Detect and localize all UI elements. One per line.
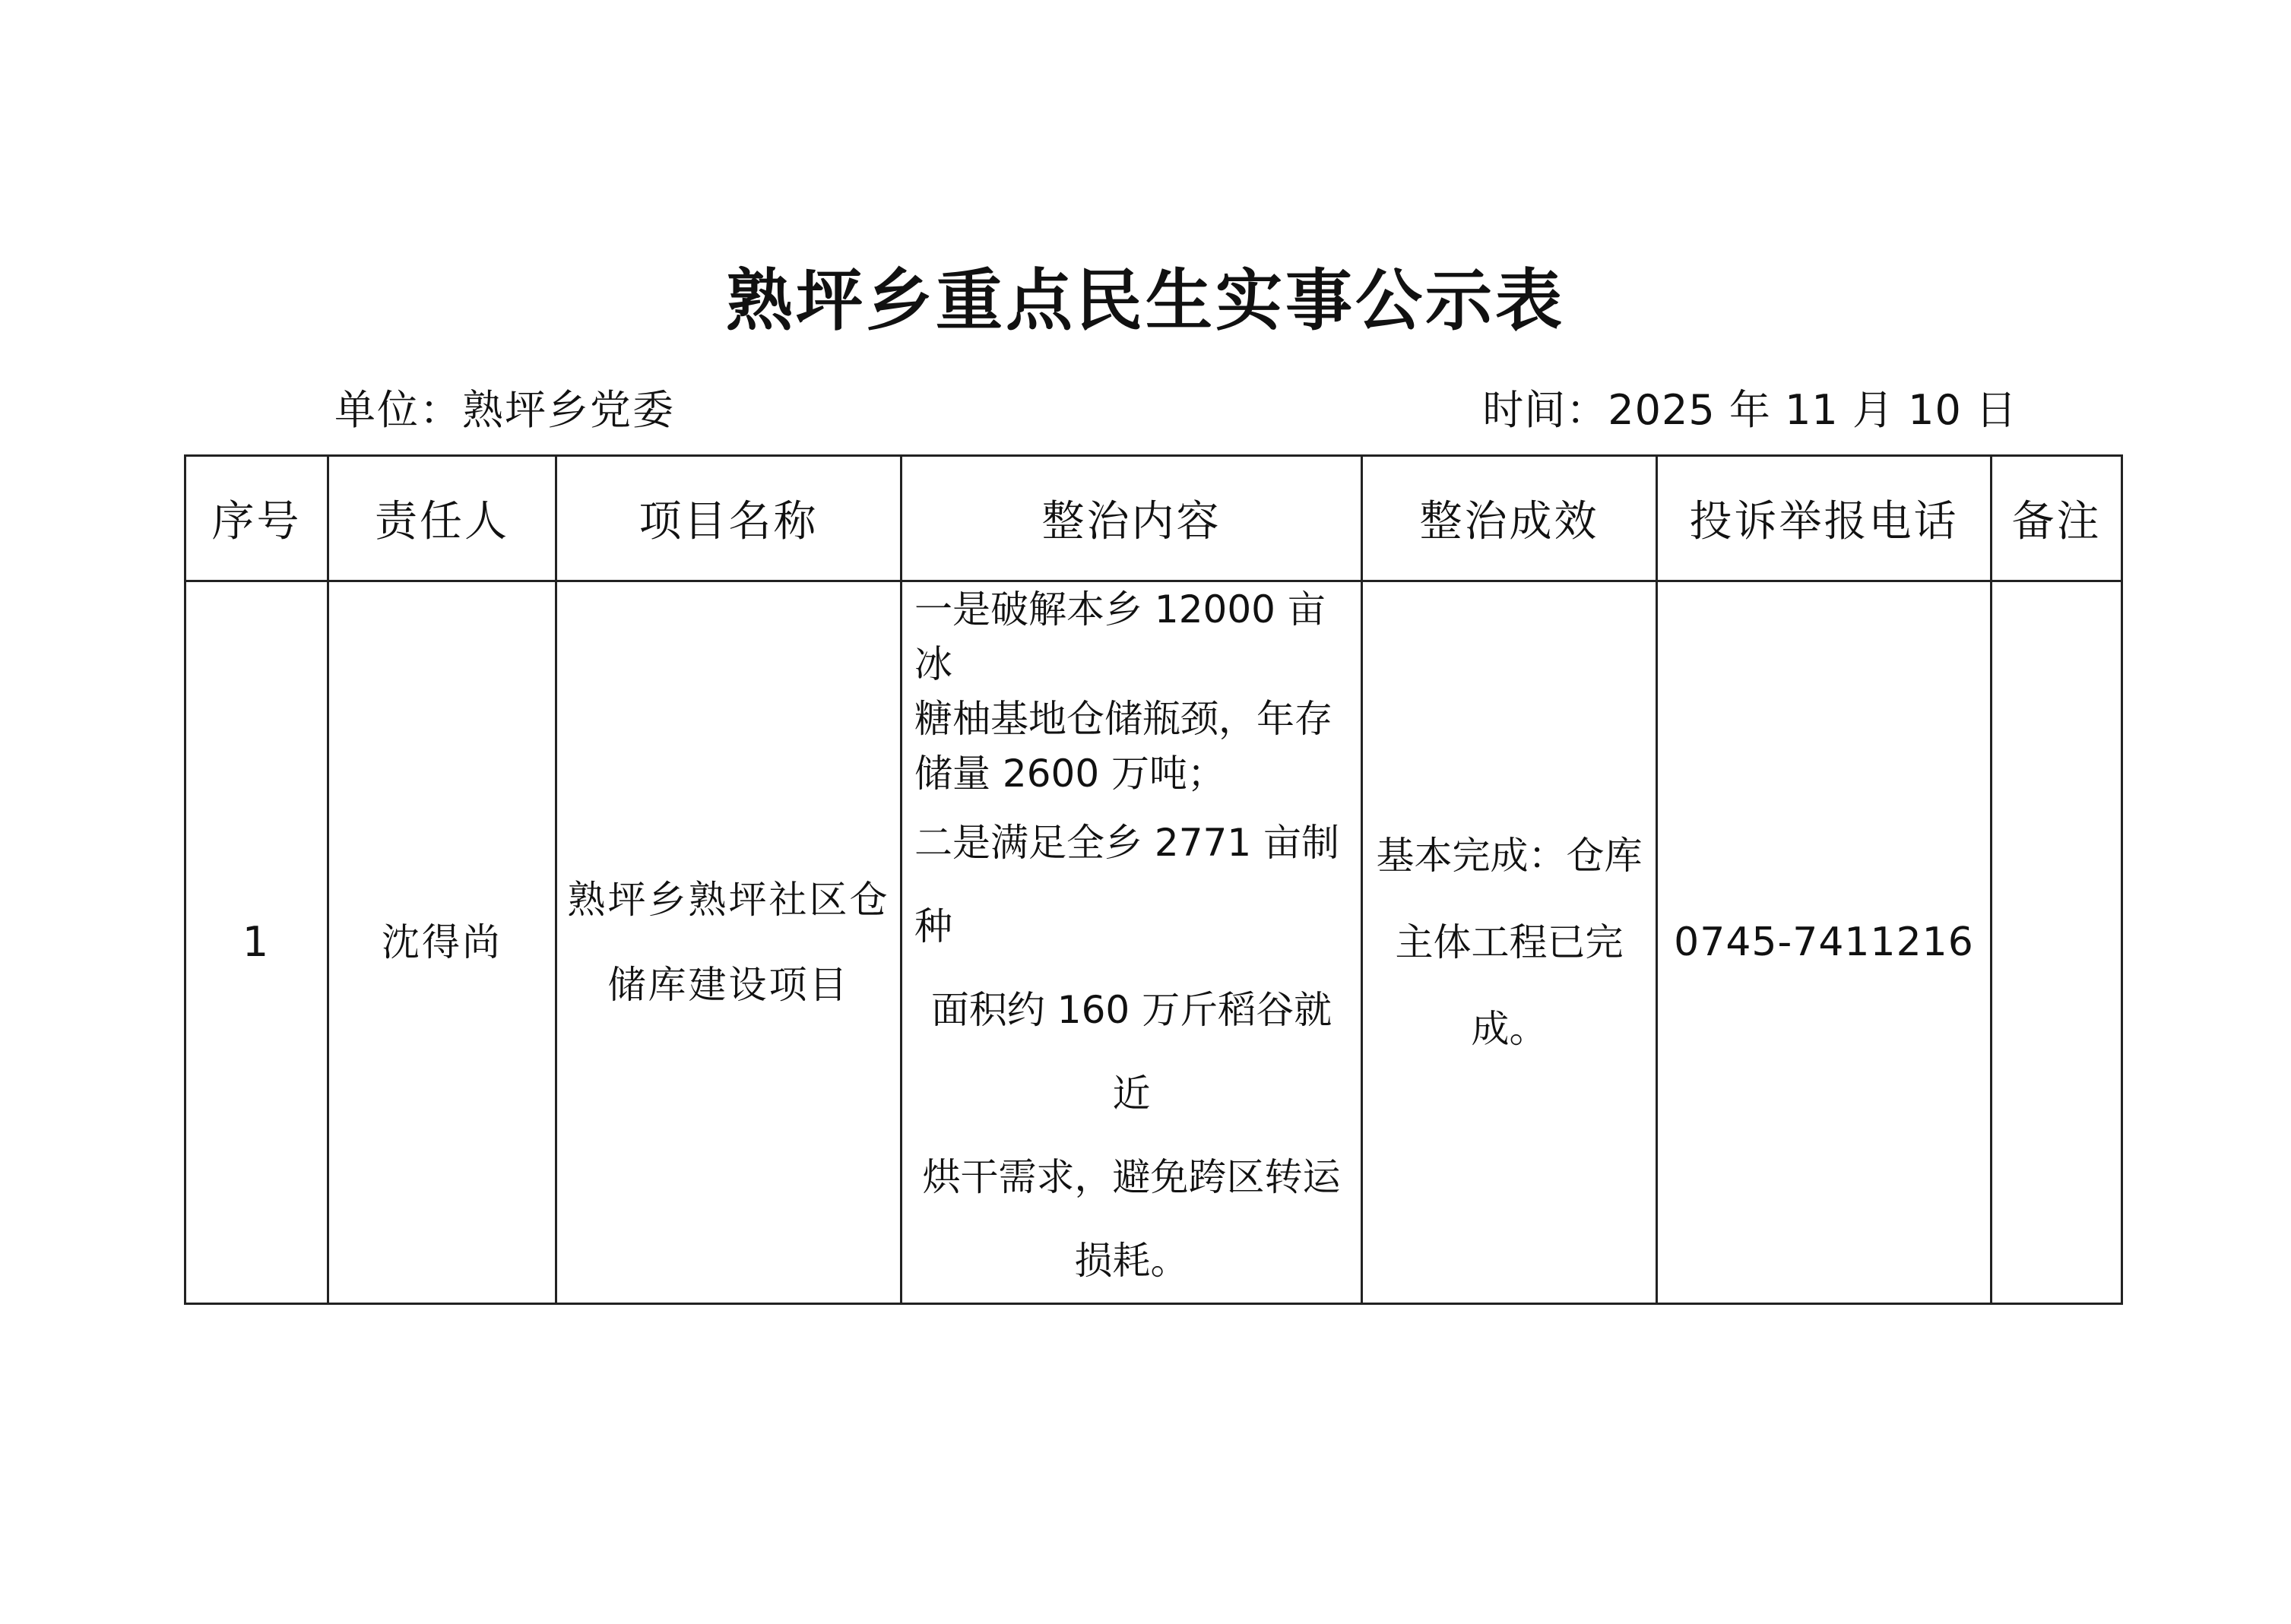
content-line: 损耗。: [1074, 1239, 1189, 1283]
header-seq: 序号: [185, 456, 328, 581]
cell-seq: [185, 581, 328, 1304]
result-line: 主体工程已完: [1395, 920, 1624, 964]
content-line: 二是满足全乡 2771 亩制种: [914, 821, 1340, 948]
phone-value: 0745-7411216: [1674, 920, 1974, 965]
project-line: 熟坪乡熟坪社区仓: [567, 878, 890, 922]
content-line: 糖柚基地仓储瓶颈，年存: [914, 697, 1332, 741]
date-label: 时间：2025 年 11 月 10 日: [1482, 386, 2017, 434]
cell-remark: [1992, 581, 2122, 1304]
header-row: [185, 456, 2122, 581]
content-line: 面积约 160 万斤稻谷就近: [930, 988, 1332, 1116]
result-block: [1363, 812, 1656, 1072]
person-value: 沈得尚: [382, 920, 502, 964]
content-block: [902, 582, 1361, 1303]
cell-result: [1362, 581, 1657, 1304]
table-row: [185, 581, 2122, 1304]
header-project: 项目名称: [556, 456, 902, 581]
header-result: 整治成效: [1362, 456, 1657, 581]
seq-value: 1: [242, 918, 271, 966]
cell-person: [328, 581, 556, 1304]
header-remark: 备注: [1992, 456, 2122, 581]
header-person: 责任人: [328, 456, 556, 581]
result-line: 成。: [1471, 1007, 1548, 1051]
publicity-table: [184, 454, 2123, 1305]
project-line: 储库建设项目: [607, 963, 850, 1007]
document-title: 熟坪乡重点民生实事公示表: [725, 261, 1565, 340]
header-phone: 投诉举报电话: [1657, 456, 1992, 581]
cell-project: [556, 581, 902, 1304]
content-line: 烘干需求，避免跨区转运: [922, 1155, 1341, 1199]
header-content: 整治内容: [902, 456, 1362, 581]
result-line: 基本完成：仓库: [1376, 834, 1643, 878]
content-line: 一是破解本乡 12000 亩冰: [914, 587, 1326, 686]
unit-label: 单位：熟坪乡党委: [334, 386, 675, 434]
cell-phone: [1657, 581, 1992, 1304]
cell-content: [902, 581, 1362, 1304]
content-line: 储量 2600 万吨；: [914, 752, 1226, 796]
